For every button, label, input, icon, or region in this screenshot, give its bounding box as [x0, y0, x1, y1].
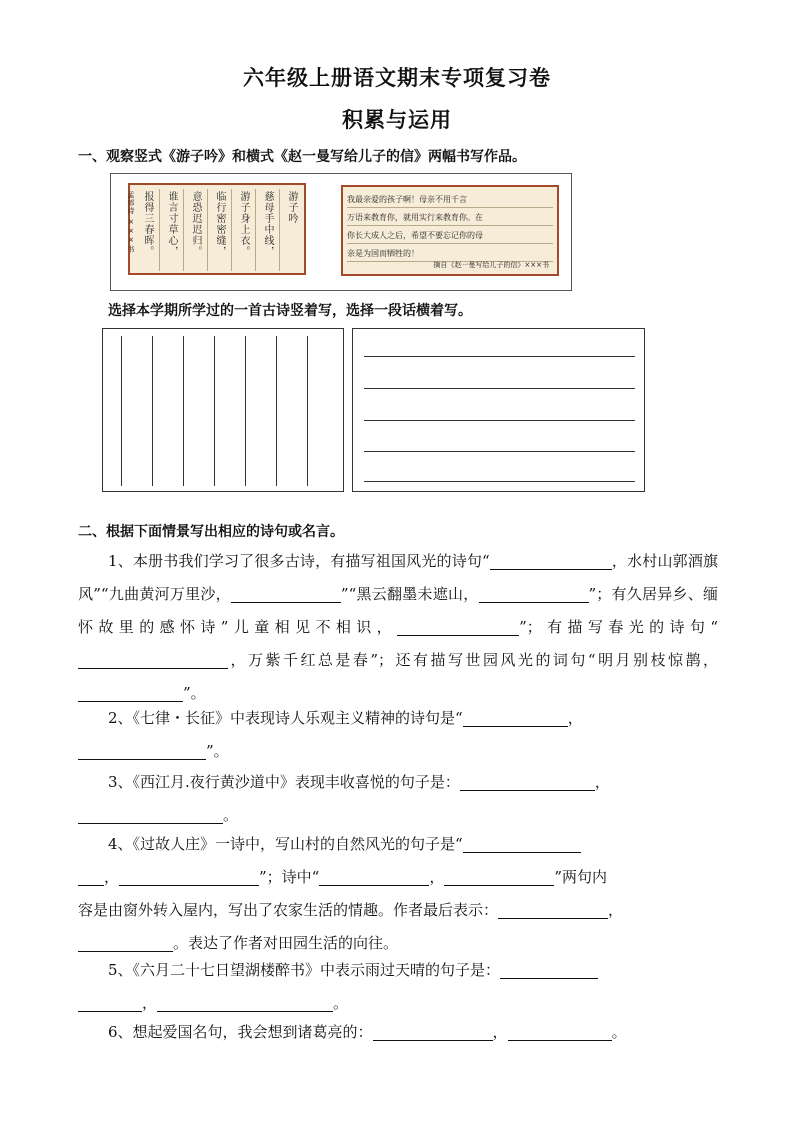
answer-blank[interactable] — [157, 993, 333, 1012]
answer-blank[interactable] — [479, 584, 589, 603]
q1-text: ”；有描写春光的诗句“ — [519, 618, 718, 636]
poem-column: 谁言寸草心， — [166, 191, 177, 257]
answer-blank[interactable] — [78, 993, 142, 1012]
q3-text: 。 — [223, 806, 239, 824]
poem-column: 意恐迟迟归。 — [190, 191, 201, 257]
letter-row: 亲是为国而牺牲的！ — [347, 247, 553, 262]
writing-column-line — [307, 336, 308, 486]
q5-text: 5、《六月二十七日望湖楼醉书》中表示雨过天晴的句子是： — [108, 961, 501, 979]
q1-text: ，水村山郭酒旗风”“九曲黄河万里沙， — [78, 552, 718, 603]
answer-blank[interactable] — [78, 867, 104, 886]
vertical-writing-box[interactable] — [102, 328, 344, 492]
q5-text: 。 — [333, 994, 349, 1012]
q3-text: 3、《西江月.夜行黄沙道中》表现丰收喜悦的句子是： — [108, 773, 460, 791]
q5-text: ， — [142, 994, 158, 1012]
letter-signature: 摘自《赵一曼写给儿子的信》×××书 — [433, 261, 549, 269]
poem-column: 游子身上衣。 — [238, 191, 249, 257]
q4-text: ， — [608, 901, 624, 919]
q2-text: 2、《七律・长征》中表现诗人乐观主义精神的诗句是“ — [108, 709, 463, 727]
q6-text: 6、想起爱国名句，我会想到诸葛亮的： — [108, 1023, 373, 1041]
column-divider — [207, 189, 208, 271]
poem-column: 报得三春晖。 — [142, 191, 153, 257]
answer-blank[interactable] — [444, 867, 554, 886]
section-1-instruction: 选择本学期所学过的一首古诗竖着写，选择一段话横着写。 — [108, 303, 472, 319]
q1-text: 1、本册书我们学习了很多古诗，有描写祖国风光的诗句“ — [108, 552, 490, 570]
answer-blank[interactable] — [508, 1022, 612, 1041]
writing-column-line — [276, 336, 277, 486]
answer-blank[interactable] — [397, 617, 519, 636]
answer-blank[interactable] — [78, 933, 173, 952]
answer-blank[interactable] — [78, 650, 228, 669]
q1-text: ，万紫千红总是春”；还有描写世园风光的词句“明月别枝惊鹊， — [228, 651, 718, 669]
horizontal-writing-box[interactable] — [352, 328, 645, 492]
q3-text: ， — [594, 773, 610, 791]
letter-row: 你长大成人之后，希望不要忘记你的母 — [347, 229, 553, 244]
page-subtitle: 积累与运用 — [342, 108, 452, 132]
poem-column: 游子吟 — [286, 191, 297, 224]
column-divider — [255, 189, 256, 271]
q4-text: 。表达了作者对田园生活的向往。 — [173, 934, 399, 952]
question-2 — [78, 702, 718, 768]
answer-blank[interactable] — [119, 867, 259, 886]
question-5 — [78, 954, 718, 1020]
question-1 — [78, 545, 718, 710]
question-6 — [78, 1016, 718, 1049]
poem-signature: 孟郊诗 ×××书 — [127, 191, 135, 254]
column-divider — [231, 189, 232, 271]
calligraphy-sample-image — [110, 173, 572, 291]
section-2-heading: 二、根据下面情景写出相应的诗句或名言。 — [78, 524, 344, 540]
q4-text: 容是由窗外转入屋内，写出了农家生活的情趣。作者最后表示： — [78, 901, 499, 919]
answer-blank[interactable] — [373, 1022, 493, 1041]
writing-column-line — [152, 336, 153, 486]
section-1-heading: 一、观察竖式《游子吟》和横式《赵一曼写给儿子的信》两幅书写作品。 — [78, 149, 526, 165]
answer-blank[interactable] — [78, 741, 206, 760]
column-divider — [159, 189, 160, 271]
writing-row-line — [364, 481, 635, 482]
column-divider — [279, 189, 280, 271]
horizontal-letter-scroll — [341, 185, 559, 276]
column-divider — [183, 189, 184, 271]
q4-text: ”；诗中“ — [259, 868, 320, 886]
answer-blank[interactable] — [500, 960, 598, 979]
q4-text: ， — [104, 868, 120, 886]
writing-row-line — [364, 451, 635, 452]
q4-text: 4、《过故人庄》一诗中，写山村的自然风光的句子是“ — [108, 835, 463, 853]
writing-row-line — [364, 388, 635, 389]
q2-text: ”。 — [206, 742, 229, 760]
answer-blank[interactable] — [460, 772, 595, 791]
writing-row-line — [364, 420, 635, 421]
poem-column: 临行密密缝， — [214, 191, 225, 257]
writing-column-line — [183, 336, 184, 486]
writing-row-line — [364, 356, 635, 357]
letter-row: 我最亲爱的孩子啊！母亲不用千言 — [347, 193, 553, 208]
answer-blank[interactable] — [463, 834, 581, 853]
answer-blank[interactable] — [498, 900, 608, 919]
q1-text: ”；有久居异乡、缅怀故里的感怀诗”儿童相见不相识， — [78, 585, 719, 636]
vertical-poem-scroll — [128, 183, 306, 275]
answer-blank[interactable] — [78, 805, 223, 824]
q4-text: ”两句内 — [554, 868, 608, 886]
writing-column-line — [245, 336, 246, 486]
q1-text: ”。 — [183, 684, 206, 702]
answer-blank[interactable] — [490, 551, 612, 570]
poem-column: 慈母手中线， — [262, 191, 273, 257]
page-title: 六年级上册语文期末专项复习卷 — [243, 66, 551, 90]
question-4 — [78, 828, 718, 960]
writing-column-line — [214, 336, 215, 486]
answer-blank[interactable] — [463, 708, 568, 727]
q6-text: ， — [492, 1023, 508, 1041]
answer-blank[interactable] — [231, 584, 341, 603]
q1-text: ”“黑云翻墨未遮山， — [340, 585, 479, 603]
answer-blank[interactable] — [319, 867, 429, 886]
q2-text: ， — [567, 709, 583, 727]
question-3 — [78, 766, 718, 832]
q4-text: ， — [429, 868, 445, 886]
q6-text: 。 — [611, 1023, 627, 1041]
writing-column-line — [121, 336, 122, 486]
answer-blank[interactable] — [78, 683, 183, 702]
letter-row: 万语来教育你，就用实行来教育你。在 — [347, 211, 553, 226]
